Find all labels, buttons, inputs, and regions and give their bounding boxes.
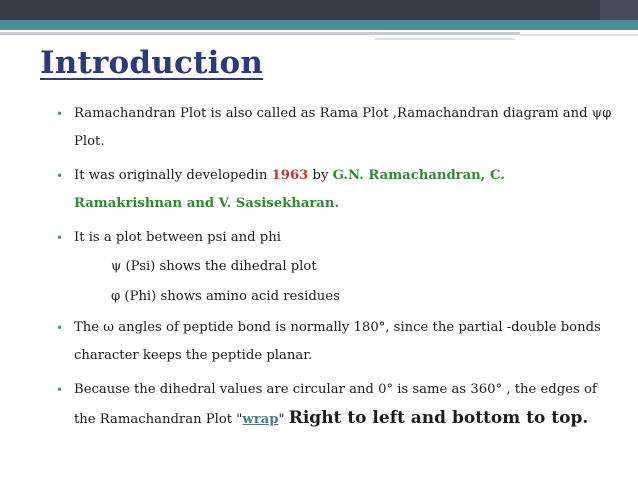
bullet-5-quote: "	[278, 412, 289, 427]
sub-item-phi: φ (Phi) shows amino acid residues	[111, 289, 340, 304]
bullet-5	[56, 376, 616, 434]
bullet-2-mid: by	[308, 168, 333, 183]
bullet-3	[56, 224, 616, 252]
bullet-1-text: Ramachandran Plot is also called as Rama Plot ,Ramachandran diagram and ψφ Plot.	[74, 106, 612, 149]
wrap-link[interactable]: wrap	[242, 412, 279, 427]
bullet-5-emphasis: Right to left and bottom to top.	[288, 408, 589, 428]
bullet-4	[56, 314, 616, 370]
bullet-2-pre: It was originally developedin	[74, 168, 272, 183]
sub-item-psi: ψ (Psi) shows the dihedral plot	[111, 259, 317, 274]
year-highlight: 1963	[271, 168, 309, 183]
bullet-2	[56, 162, 616, 218]
header-rule	[375, 38, 515, 40]
bullet-4-text: The ω angles of peptide bond is normally 180°, since the partial -double bonds character keeps the peptide planar.	[74, 320, 601, 363]
header-rule	[0, 32, 520, 35]
header-rule	[520, 34, 638, 36]
authors-highlight: G.N. Ramachandran, C. Ramakrishnan and V. Sasisekharan.	[74, 168, 505, 211]
header-teal-bar	[0, 20, 638, 30]
slide-title: Introduction	[40, 45, 264, 81]
header-dark-segment	[600, 0, 638, 20]
slide-content	[56, 100, 616, 434]
bullet-3-text: It is a plot between psi and phi	[74, 230, 281, 245]
header-dark-bar	[0, 0, 638, 20]
bullet-5-pre: Because the dihedral values are circular and 0° is same as 360° , the edges of the Ramachandran Plot "	[74, 382, 597, 427]
bullet-1	[56, 100, 616, 156]
header-light-bar	[0, 30, 638, 44]
